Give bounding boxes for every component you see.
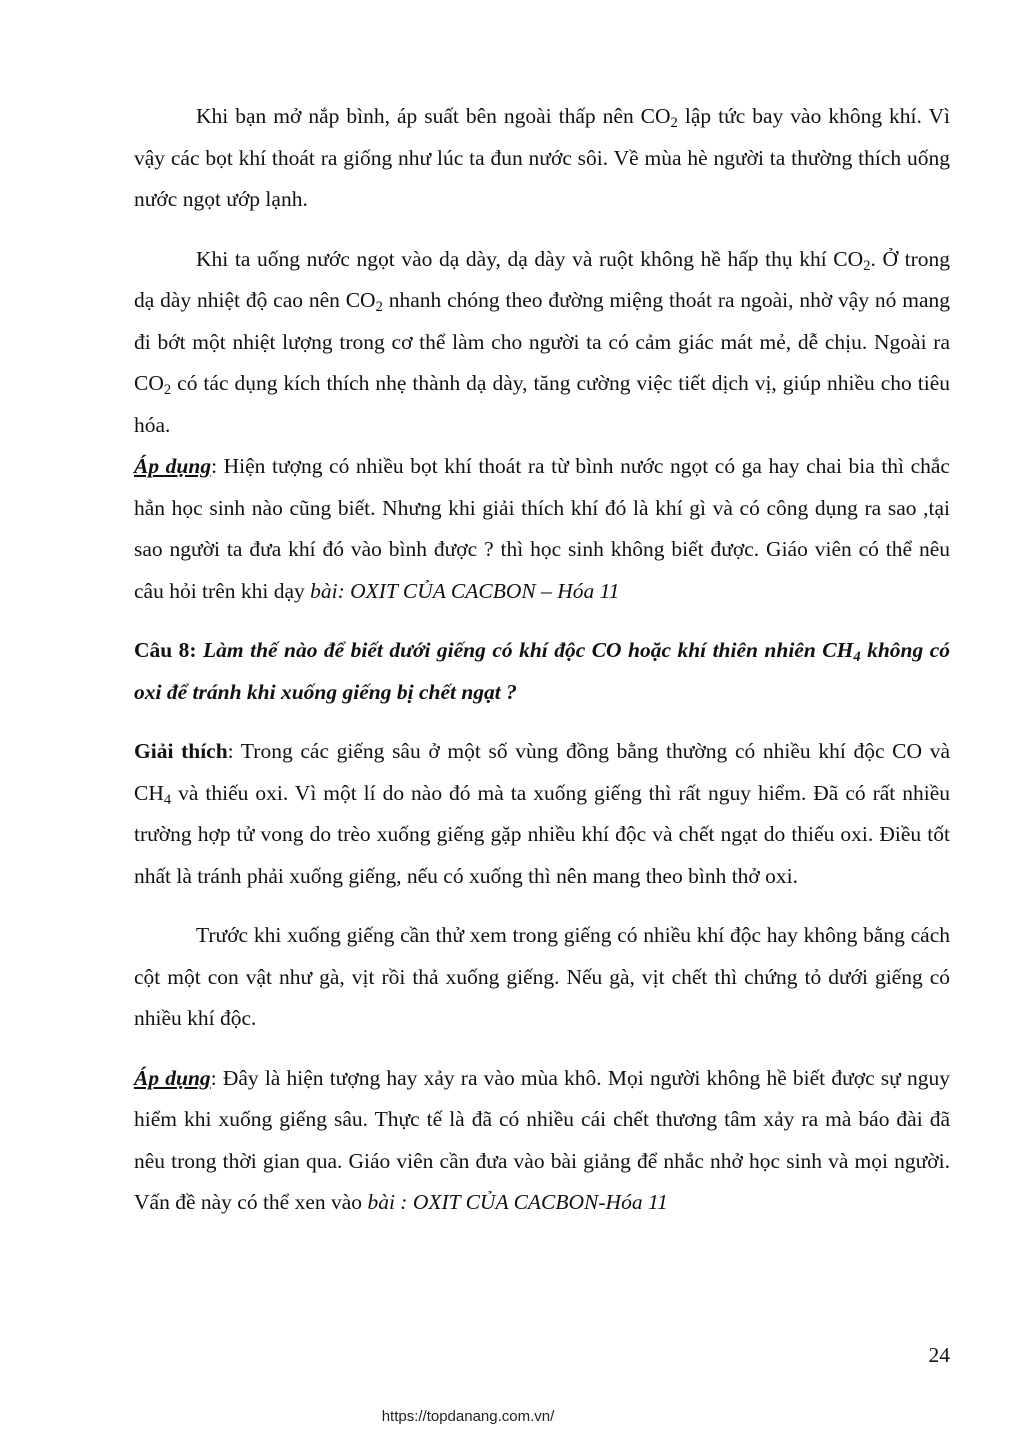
application-label: Áp dụng	[134, 454, 212, 478]
subscript: 2	[670, 115, 678, 132]
paragraph-application-1	[134, 446, 950, 612]
paragraph-application-2	[134, 1058, 950, 1224]
footer-url[interactable]: https://topdanang.com.vn/	[381, 1408, 555, 1425]
paragraph-test-well: Trước khi xuống giếng cần thử xem trong giếng có nhiều khí độc hay không bằng cách cột một con vật như gà, vịt rồi thả xuống giếng. Nếu gà, vịt chết thì chứng tỏ dưới giếng có nhiều khí độc.	[134, 923, 950, 1030]
text-segment: lập tức bay vào không khí. Vì vậy các bọt khí thoát ra giống như lúc ta đun nước sôi. Về mùa hè người ta thường thích uống nước ngọt ướp lạnh.	[134, 104, 950, 211]
paragraph-co2-stomach	[134, 239, 950, 447]
application-label: Áp dụng	[134, 1065, 211, 1090]
lesson-reference: bài : OXIT CỦA CACBON-Hóa 11	[367, 1190, 668, 1214]
subscript: 2	[863, 257, 871, 274]
text-segment: Khi ta uống nước ngọt vào dạ dày, dạ dày và ruột không hề hấp thụ khí CO	[196, 246, 864, 271]
subscript: 2	[375, 299, 383, 316]
text-segment: nhanh chóng theo đường miệng thoát ra ngoài, nhờ vậy nó mang đi bớt một nhiệt lượng trong cơ thể làm cho người ta có cảm giác mát mẻ, dễ chịu. Ngoài ra CO	[134, 288, 951, 395]
question-label: Câu 8:	[134, 638, 197, 662]
paragraph-co2-release	[134, 96, 950, 221]
text-segment: : Hiện tượng có nhiều bọt khí thoát ra từ bình nước ngọt có ga hay chai bia thì chắc hẳn học sinh nào cũng biết. Nhưng khi giải thích khí đó là khí gì và có công dụng ra sao ,tại sao người ta đưa khí đó vào bình được ? thì học sinh không biết được. Giáo viên có thể nêu câu hỏi trên khi dạy	[134, 454, 950, 603]
text-segment: và thiếu oxi. Vì một lí do nào đó mà ta xuống giếng thì rất nguy hiểm. Đã có rất nhiều trường hợp tử vong do trèo xuống giếng gặp nhiều khí độc và chết ngạt do thiếu oxi. Điều tốt nhất là tránh phải xuống giếng, nếu có xuống thì nên mang theo bình thở oxi.	[134, 780, 950, 888]
text-segment: Khi bạn mở nắp bình, áp suất bên ngoài thấp nên CO	[196, 104, 671, 128]
question-8	[134, 630, 950, 713]
question-text: không có oxi để tránh khi xuống giếng bị chết ngạt ?	[134, 638, 950, 704]
subscript: 4	[163, 791, 172, 808]
paragraph-explanation	[134, 731, 950, 897]
subscript: 2	[163, 382, 172, 399]
page-number: 24	[928, 1343, 950, 1367]
lesson-reference: bài: OXIT CỦA CACBON – Hóa 11	[310, 578, 620, 603]
question-text: Làm thế nào để biết dưới giếng có khí độc CO hoặc khí thiên nhiên CH	[196, 638, 854, 662]
text-segment: : Đây là hiện tượng hay xảy ra vào mùa khô. Mọi người không hề biết được sự nguy hiểm khi xuống giếng sâu. Thực tế là đã có nhiều cái chết thương tâm xảy ra mà báo đài đã nêu trong thời gian qua. Giáo viên cần đưa vào bài giảng để nhắc nhở học sinh và mọi người. Vấn đề này có thể xen vào	[134, 1065, 950, 1214]
subscript: 4	[853, 649, 861, 666]
explanation-label: Giải thích	[134, 739, 228, 763]
text-segment: : Trong các giếng sâu ở một số vùng đồng bằng thường có nhiều khí độc CO và CH	[134, 739, 950, 805]
text-segment: . Ở trong dạ dày nhiệt độ cao nên CO	[134, 246, 950, 312]
text-segment: có tác dụng kích thích nhẹ thành dạ dày, tăng cường việc tiết dịch vị, giúp nhiều cho tiêu hóa.	[134, 371, 950, 437]
document-body	[134, 96, 950, 1224]
